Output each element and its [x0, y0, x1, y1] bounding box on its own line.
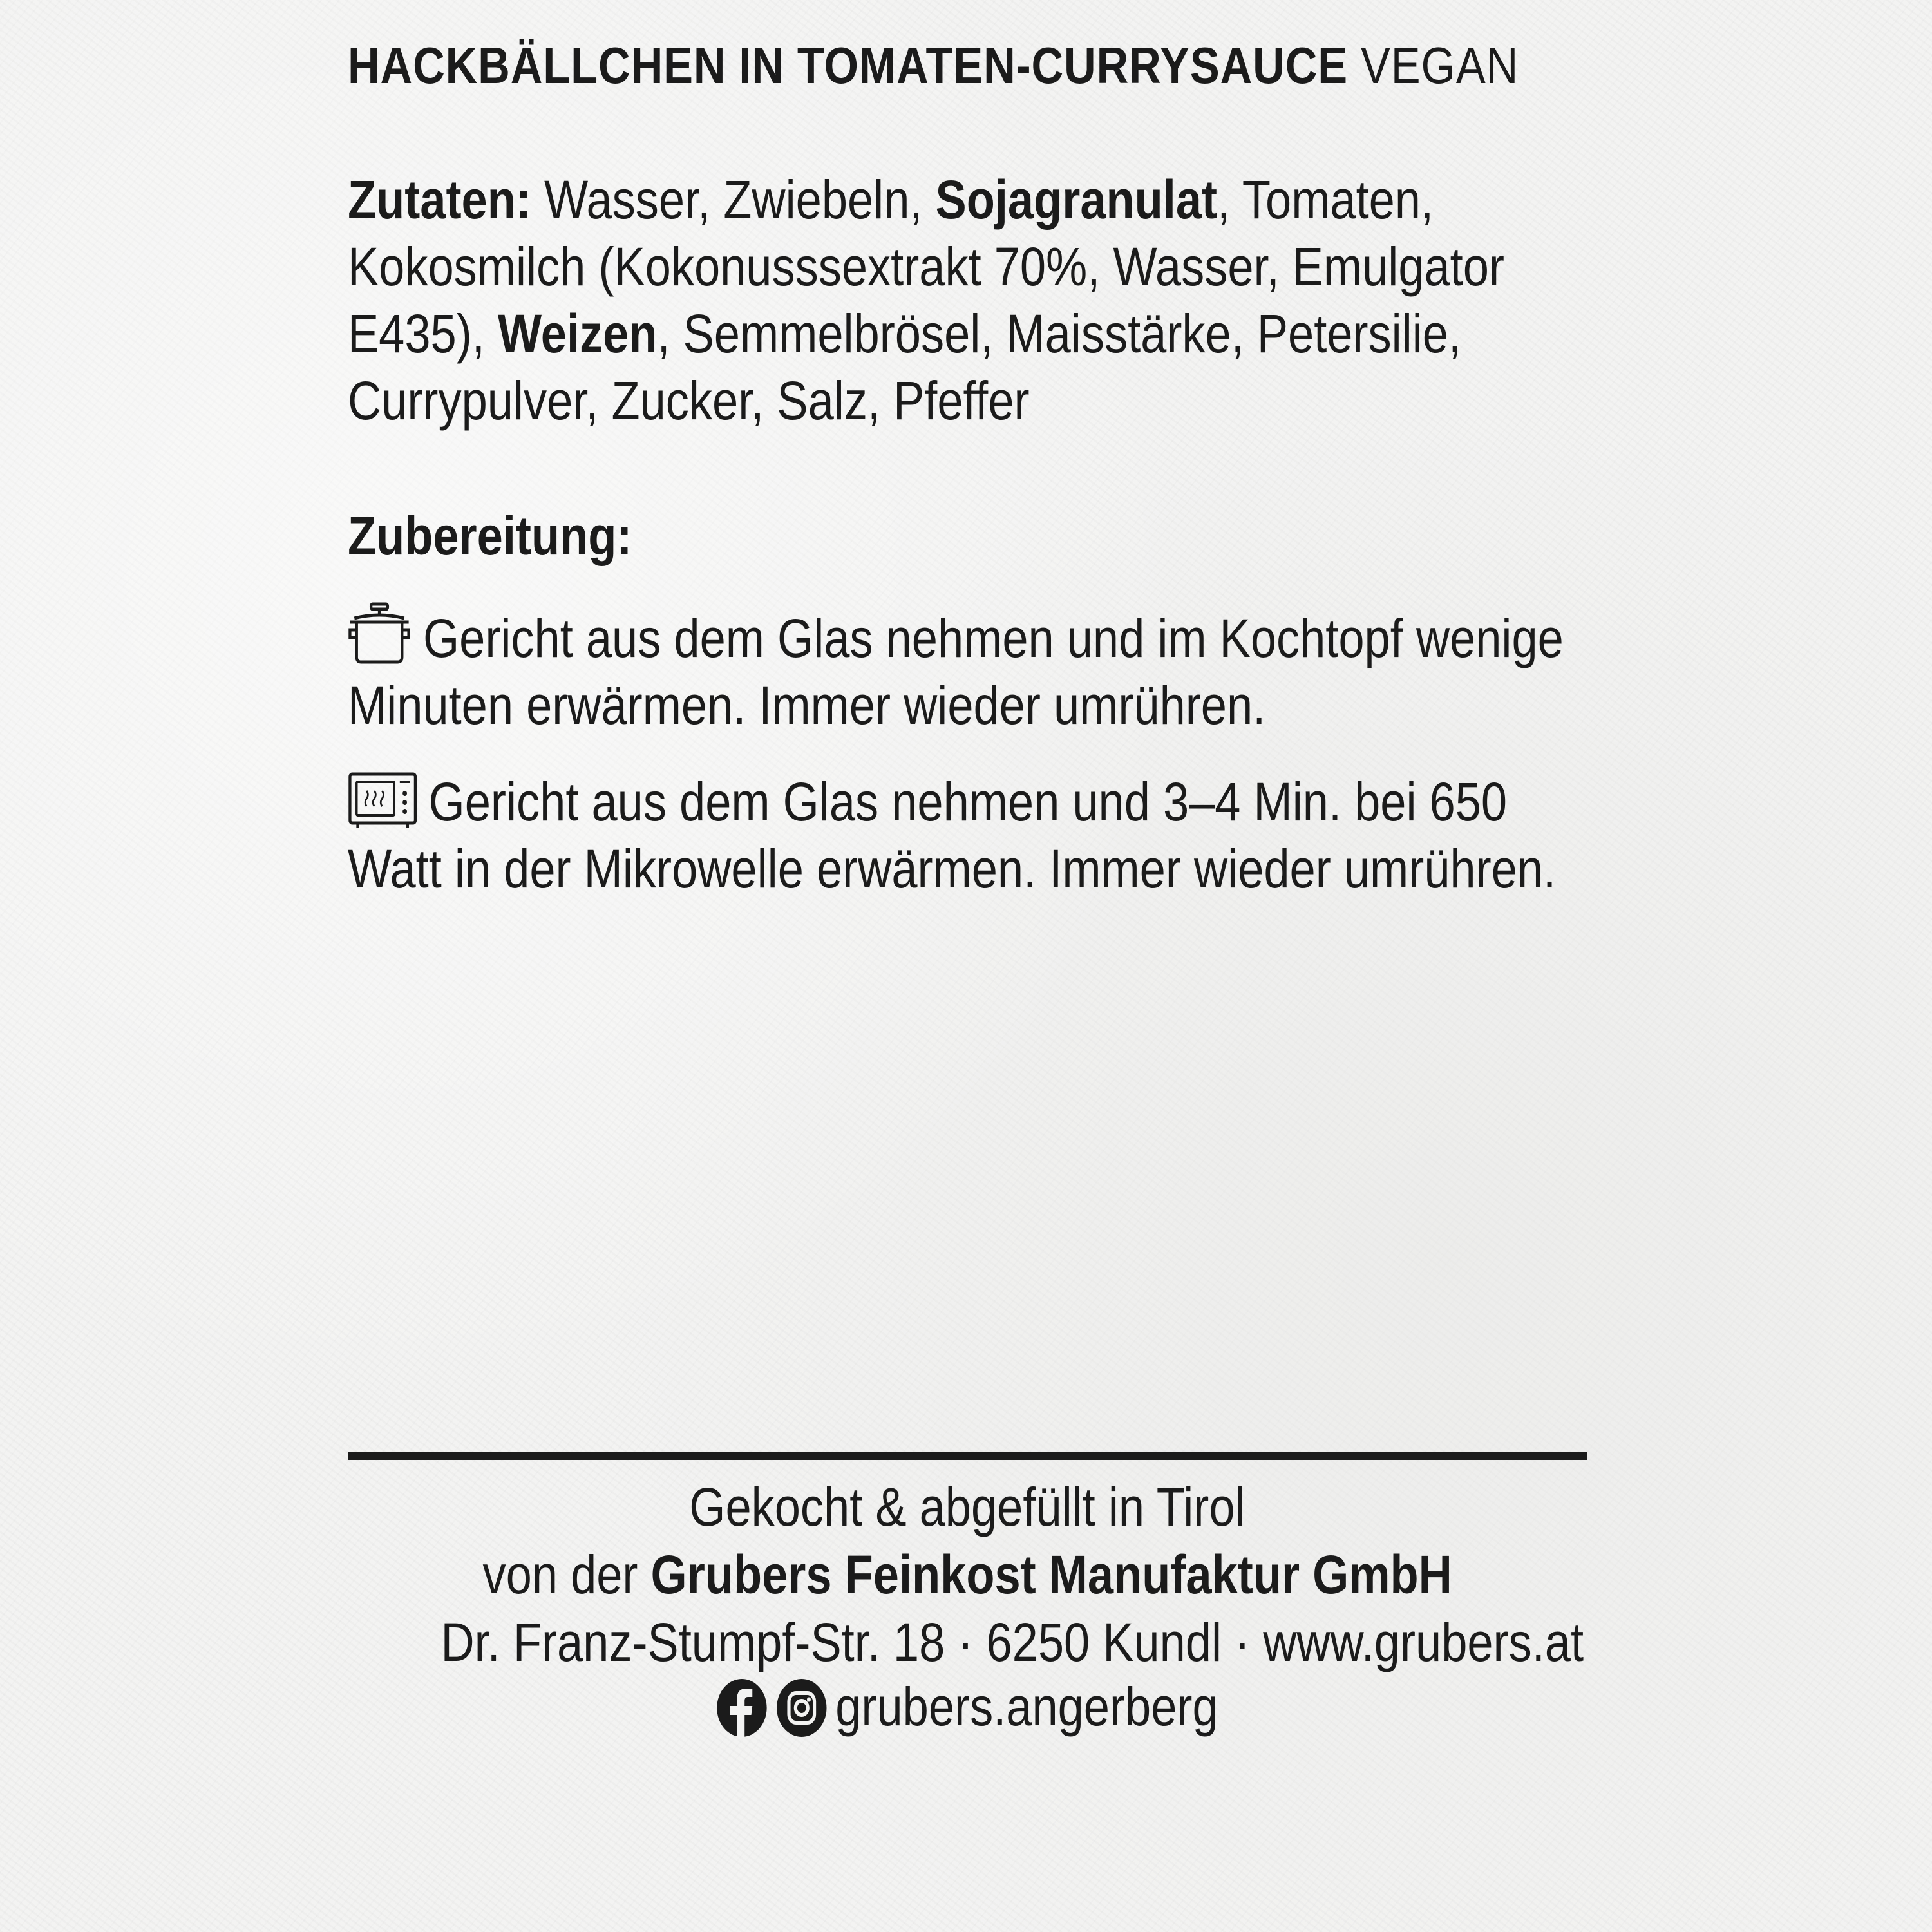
ingredients-text-3: , Semmelbrösel, Maisstärke, Petersilie, Currypulver, Zucker, Salz, Pfeffer: [348, 303, 1462, 431]
vegan-tag: VEGAN: [1360, 37, 1519, 94]
facebook-icon: [716, 1678, 768, 1752]
preparation-step-stove: [348, 601, 1587, 739]
producer-prefix: von der: [482, 1544, 651, 1605]
address-text: Dr. Franz-Stumpf-Str. 18 · 6250 Kundl · www.grubers.at: [440, 1612, 1584, 1672]
company-name: Grubers Feinkost Manufaktur GmbH: [650, 1544, 1452, 1605]
product-label: [348, 0, 1587, 1932]
microwave-icon: [348, 772, 419, 829]
social-content: [716, 1674, 1218, 1752]
social-line: [348, 1674, 1587, 1752]
social-handle: grubers.angerberg: [835, 1676, 1219, 1737]
divider-line: [348, 1452, 1587, 1460]
ingredients-heading: Zutaten:: [348, 169, 531, 230]
allergen-soy: Sojagranulat: [935, 169, 1218, 230]
product-name: HACKBÄLLCHEN IN TOMATEN-CURRYSAUCE: [348, 37, 1348, 94]
ingredients-list: [348, 166, 1587, 434]
producer-line: [348, 1542, 1587, 1607]
instagram-icon: [776, 1678, 828, 1752]
allergen-wheat: Weizen: [497, 303, 658, 364]
origin-line: [348, 1475, 1587, 1539]
address-line: [348, 1610, 1587, 1674]
preparation-heading: Zubereitung:: [348, 506, 632, 566]
ingredients-text-2: , Tomaten, Kokosmilch (Kokonusssextrakt 70%, Wasser, Emulgator E435),: [348, 169, 1504, 364]
step-microwave-text: Gericht aus dem Glas nehmen und 3–4 Min. bei 650 Watt in der Mikrowelle erwärmen. Immer wieder umrühren.: [348, 772, 1557, 899]
producer-text: [482, 1542, 1452, 1607]
preparation-step-microwave: [348, 768, 1587, 902]
step-stove-text: Gericht aus dem Glas nehmen und im Kochtopf wenige Minuten erwärmen. Immer wieder umrühren.: [348, 608, 1564, 735]
origin-text: Gekocht & abgefüllt in Tirol: [689, 1477, 1245, 1537]
ingredients-text-1: Wasser, Zwiebeln,: [531, 169, 936, 230]
product-title: [348, 35, 1519, 97]
cooking-pot-icon: [348, 601, 413, 666]
